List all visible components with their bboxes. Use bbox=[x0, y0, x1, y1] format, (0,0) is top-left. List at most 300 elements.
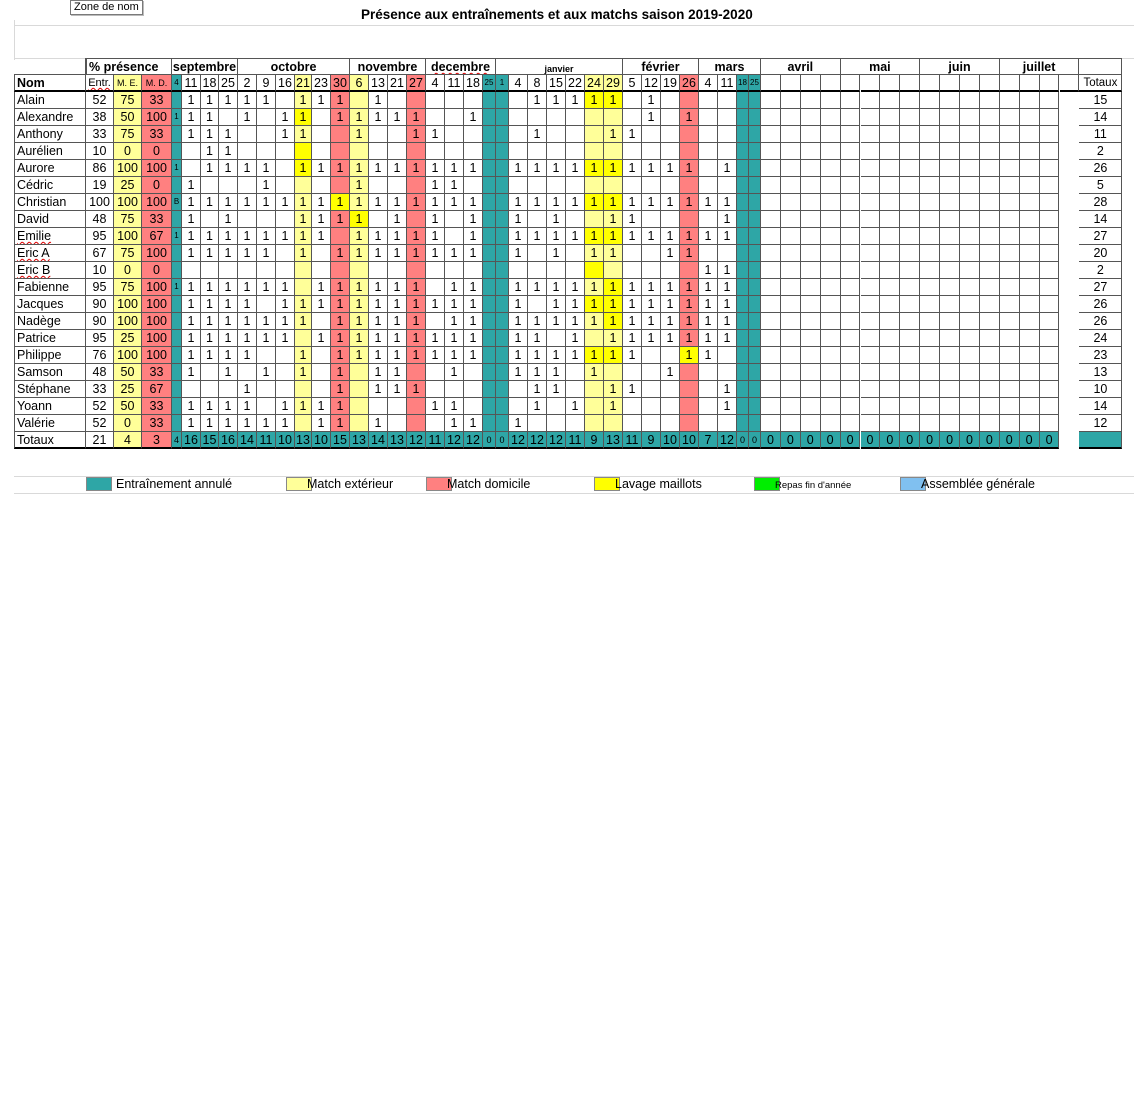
attendance-cell[interactable] bbox=[407, 143, 426, 160]
md-percent[interactable]: 0 bbox=[142, 262, 172, 279]
column-total[interactable]: 12 bbox=[528, 432, 547, 449]
attendance-cell[interactable] bbox=[509, 109, 528, 126]
attendance-cell[interactable] bbox=[980, 109, 1000, 126]
attendance-cell[interactable]: 1 bbox=[369, 160, 388, 177]
attendance-cell[interactable] bbox=[496, 262, 509, 279]
attendance-cell[interactable]: 1 bbox=[238, 160, 257, 177]
attendance-cell[interactable]: 1 bbox=[528, 160, 547, 177]
player-total[interactable]: 26 bbox=[1079, 296, 1122, 313]
attendance-cell[interactable] bbox=[821, 92, 841, 109]
attendance-cell[interactable] bbox=[801, 415, 821, 432]
attendance-cell[interactable] bbox=[960, 262, 980, 279]
attendance-cell[interactable]: 1 bbox=[623, 381, 642, 398]
attendance-cell[interactable] bbox=[699, 177, 718, 194]
player-name[interactable]: Emilie bbox=[14, 228, 86, 245]
attendance-cell[interactable] bbox=[483, 126, 496, 143]
attendance-cell[interactable]: 1 bbox=[528, 398, 547, 415]
column-total[interactable]: 14 bbox=[369, 432, 388, 449]
attendance-cell[interactable] bbox=[821, 347, 841, 364]
player-name[interactable]: Christian bbox=[14, 194, 86, 211]
attendance-cell[interactable]: 1 bbox=[604, 296, 623, 313]
attendance-cell[interactable] bbox=[661, 92, 680, 109]
attendance-cell[interactable]: 1 bbox=[585, 347, 604, 364]
attendance-cell[interactable]: 1 bbox=[172, 228, 182, 245]
attendance-cell[interactable]: 1 bbox=[201, 160, 219, 177]
attendance-cell[interactable] bbox=[880, 364, 900, 381]
player-name[interactable]: Fabienne bbox=[14, 279, 86, 296]
attendance-cell[interactable] bbox=[841, 92, 861, 109]
attendance-cell[interactable]: 1 bbox=[509, 364, 528, 381]
date-header[interactable] bbox=[861, 75, 881, 92]
column-total[interactable]: 0 bbox=[821, 432, 841, 449]
attendance-cell[interactable]: 1 bbox=[509, 347, 528, 364]
attendance-cell[interactable]: 1 bbox=[680, 228, 699, 245]
attendance-cell[interactable] bbox=[496, 109, 509, 126]
attendance-cell[interactable]: 1 bbox=[201, 313, 219, 330]
attendance-cell[interactable] bbox=[642, 381, 661, 398]
me-percent[interactable]: 75 bbox=[114, 211, 142, 228]
attendance-cell[interactable] bbox=[900, 177, 920, 194]
date-header[interactable]: 27 bbox=[407, 75, 426, 92]
attendance-cell[interactable] bbox=[496, 160, 509, 177]
attendance-cell[interactable]: 1 bbox=[623, 211, 642, 228]
attendance-cell[interactable] bbox=[940, 296, 960, 313]
attendance-cell[interactable] bbox=[566, 415, 585, 432]
attendance-cell[interactable]: 1 bbox=[331, 398, 350, 415]
attendance-cell[interactable] bbox=[172, 126, 182, 143]
attendance-cell[interactable] bbox=[737, 143, 749, 160]
column-total[interactable]: 13 bbox=[295, 432, 312, 449]
attendance-cell[interactable]: 1 bbox=[585, 194, 604, 211]
attendance-cell[interactable] bbox=[920, 364, 940, 381]
attendance-cell[interactable] bbox=[940, 262, 960, 279]
column-total[interactable]: 12 bbox=[547, 432, 566, 449]
attendance-cell[interactable] bbox=[940, 194, 960, 211]
me-percent[interactable]: 100 bbox=[114, 228, 142, 245]
attendance-cell[interactable] bbox=[980, 347, 1000, 364]
date-header[interactable]: 18 bbox=[737, 75, 749, 92]
attendance-cell[interactable]: 1 bbox=[369, 109, 388, 126]
attendance-cell[interactable]: 1 bbox=[201, 296, 219, 313]
attendance-cell[interactable]: 1 bbox=[509, 279, 528, 296]
entr-percent[interactable]: 33 bbox=[86, 381, 114, 398]
attendance-cell[interactable] bbox=[699, 126, 718, 143]
attendance-cell[interactable] bbox=[749, 364, 761, 381]
attendance-cell[interactable]: 1 bbox=[295, 398, 312, 415]
attendance-cell[interactable]: 1 bbox=[604, 330, 623, 347]
attendance-cell[interactable] bbox=[642, 347, 661, 364]
attendance-cell[interactable]: 1 bbox=[623, 279, 642, 296]
md-percent[interactable]: 33 bbox=[142, 211, 172, 228]
month-header[interactable]: septembre bbox=[172, 60, 237, 74]
attendance-cell[interactable]: 1 bbox=[388, 364, 407, 381]
attendance-cell[interactable]: 1 bbox=[201, 194, 219, 211]
me-percent[interactable]: 75 bbox=[114, 279, 142, 296]
attendance-cell[interactable] bbox=[841, 296, 861, 313]
attendance-cell[interactable] bbox=[407, 211, 426, 228]
attendance-cell[interactable]: 1 bbox=[718, 330, 737, 347]
attendance-cell[interactable] bbox=[238, 126, 257, 143]
attendance-cell[interactable]: 1 bbox=[238, 92, 257, 109]
attendance-cell[interactable]: 1 bbox=[331, 109, 350, 126]
attendance-cell[interactable] bbox=[1000, 296, 1020, 313]
attendance-cell[interactable]: 1 bbox=[257, 313, 276, 330]
attendance-cell[interactable] bbox=[861, 296, 881, 313]
attendance-cell[interactable] bbox=[821, 296, 841, 313]
attendance-cell[interactable]: B bbox=[172, 194, 182, 211]
attendance-cell[interactable]: 1 bbox=[661, 313, 680, 330]
player-total[interactable]: 23 bbox=[1079, 347, 1122, 364]
attendance-cell[interactable] bbox=[880, 347, 900, 364]
entr-percent[interactable]: 86 bbox=[86, 160, 114, 177]
attendance-cell[interactable] bbox=[1020, 245, 1040, 262]
attendance-cell[interactable] bbox=[642, 143, 661, 160]
attendance-cell[interactable] bbox=[623, 92, 642, 109]
md-total[interactable]: 3 bbox=[142, 432, 172, 449]
attendance-cell[interactable] bbox=[661, 177, 680, 194]
attendance-cell[interactable]: 1 bbox=[201, 143, 219, 160]
attendance-cell[interactable] bbox=[737, 262, 749, 279]
attendance-cell[interactable] bbox=[920, 143, 940, 160]
attendance-cell[interactable]: 1 bbox=[295, 296, 312, 313]
attendance-cell[interactable] bbox=[1040, 262, 1060, 279]
attendance-cell[interactable] bbox=[295, 177, 312, 194]
attendance-cell[interactable] bbox=[737, 92, 749, 109]
attendance-cell[interactable] bbox=[781, 160, 801, 177]
md-percent[interactable]: 33 bbox=[142, 126, 172, 143]
attendance-cell[interactable] bbox=[547, 177, 566, 194]
attendance-cell[interactable]: 1 bbox=[331, 245, 350, 262]
player-name[interactable]: Aurore bbox=[14, 160, 86, 177]
date-header[interactable]: 21 bbox=[388, 75, 407, 92]
attendance-cell[interactable] bbox=[761, 279, 781, 296]
attendance-cell[interactable] bbox=[483, 398, 496, 415]
attendance-cell[interactable] bbox=[276, 160, 295, 177]
attendance-cell[interactable] bbox=[749, 279, 761, 296]
attendance-cell[interactable] bbox=[388, 398, 407, 415]
attendance-cell[interactable] bbox=[642, 398, 661, 415]
date-header[interactable] bbox=[980, 75, 1000, 92]
attendance-cell[interactable] bbox=[960, 160, 980, 177]
attendance-cell[interactable] bbox=[369, 177, 388, 194]
attendance-cell[interactable]: 1 bbox=[257, 415, 276, 432]
attendance-cell[interactable] bbox=[1000, 245, 1020, 262]
attendance-cell[interactable]: 1 bbox=[201, 398, 219, 415]
attendance-cell[interactable] bbox=[781, 228, 801, 245]
attendance-cell[interactable] bbox=[960, 279, 980, 296]
attendance-cell[interactable] bbox=[661, 415, 680, 432]
attendance-cell[interactable] bbox=[920, 262, 940, 279]
attendance-cell[interactable] bbox=[980, 279, 1000, 296]
attendance-cell[interactable] bbox=[1020, 364, 1040, 381]
attendance-cell[interactable] bbox=[483, 381, 496, 398]
attendance-cell[interactable] bbox=[445, 228, 464, 245]
attendance-cell[interactable]: 1 bbox=[331, 415, 350, 432]
attendance-cell[interactable] bbox=[566, 245, 585, 262]
attendance-cell[interactable]: 1 bbox=[464, 194, 483, 211]
attendance-cell[interactable] bbox=[900, 160, 920, 177]
attendance-cell[interactable] bbox=[980, 126, 1000, 143]
header-blank-cell[interactable] bbox=[1079, 58, 1122, 75]
attendance-cell[interactable]: 1 bbox=[331, 92, 350, 109]
attendance-cell[interactable]: 1 bbox=[445, 160, 464, 177]
attendance-cell[interactable] bbox=[547, 126, 566, 143]
attendance-cell[interactable]: 1 bbox=[623, 194, 642, 211]
attendance-cell[interactable] bbox=[749, 398, 761, 415]
attendance-cell[interactable] bbox=[781, 194, 801, 211]
attendance-cell[interactable]: 1 bbox=[369, 364, 388, 381]
attendance-cell[interactable]: 1 bbox=[604, 194, 623, 211]
attendance-cell[interactable]: 1 bbox=[369, 194, 388, 211]
attendance-cell[interactable] bbox=[749, 330, 761, 347]
attendance-cell[interactable]: 1 bbox=[182, 347, 201, 364]
attendance-cell[interactable] bbox=[312, 381, 331, 398]
attendance-cell[interactable]: 1 bbox=[369, 381, 388, 398]
attendance-cell[interactable] bbox=[1040, 279, 1060, 296]
me-percent[interactable]: 0 bbox=[114, 415, 142, 432]
attendance-cell[interactable] bbox=[781, 245, 801, 262]
entr-percent[interactable]: 95 bbox=[86, 228, 114, 245]
attendance-cell[interactable] bbox=[920, 296, 940, 313]
attendance-cell[interactable] bbox=[940, 228, 960, 245]
attendance-cell[interactable] bbox=[880, 211, 900, 228]
attendance-cell[interactable]: 1 bbox=[547, 194, 566, 211]
attendance-cell[interactable] bbox=[547, 143, 566, 160]
attendance-cell[interactable]: 1 bbox=[585, 245, 604, 262]
attendance-cell[interactable] bbox=[331, 262, 350, 279]
attendance-cell[interactable]: 1 bbox=[407, 330, 426, 347]
md-percent[interactable]: 100 bbox=[142, 109, 172, 126]
attendance-cell[interactable] bbox=[749, 228, 761, 245]
attendance-cell[interactable] bbox=[680, 398, 699, 415]
attendance-cell[interactable]: 1 bbox=[388, 279, 407, 296]
date-header[interactable]: 11 bbox=[182, 75, 201, 92]
attendance-cell[interactable] bbox=[749, 313, 761, 330]
attendance-cell[interactable] bbox=[295, 143, 312, 160]
attendance-cell[interactable] bbox=[1040, 330, 1060, 347]
attendance-cell[interactable]: 1 bbox=[680, 279, 699, 296]
attendance-cell[interactable] bbox=[528, 109, 547, 126]
player-total[interactable]: 26 bbox=[1079, 160, 1122, 177]
attendance-cell[interactable] bbox=[960, 211, 980, 228]
attendance-cell[interactable] bbox=[483, 194, 496, 211]
attendance-cell[interactable] bbox=[781, 296, 801, 313]
attendance-cell[interactable] bbox=[1040, 126, 1060, 143]
attendance-cell[interactable] bbox=[737, 296, 749, 313]
attendance-cell[interactable]: 1 bbox=[699, 279, 718, 296]
attendance-cell[interactable]: 1 bbox=[623, 313, 642, 330]
attendance-cell[interactable]: 1 bbox=[566, 279, 585, 296]
attendance-cell[interactable]: 1 bbox=[257, 194, 276, 211]
attendance-cell[interactable] bbox=[880, 398, 900, 415]
attendance-cell[interactable] bbox=[761, 194, 781, 211]
attendance-cell[interactable] bbox=[940, 92, 960, 109]
entr-percent[interactable]: 90 bbox=[86, 313, 114, 330]
attendance-cell[interactable]: 1 bbox=[604, 313, 623, 330]
attendance-cell[interactable] bbox=[761, 92, 781, 109]
date-header[interactable]: 9 bbox=[257, 75, 276, 92]
attendance-cell[interactable]: 1 bbox=[407, 160, 426, 177]
attendance-cell[interactable] bbox=[861, 160, 881, 177]
attendance-cell[interactable]: 1 bbox=[369, 245, 388, 262]
attendance-cell[interactable] bbox=[1000, 313, 1020, 330]
attendance-cell[interactable]: 1 bbox=[201, 347, 219, 364]
attendance-cell[interactable] bbox=[388, 262, 407, 279]
me-header[interactable]: M. E. bbox=[114, 75, 142, 92]
month-header[interactable]: janvier bbox=[496, 58, 623, 75]
attendance-cell[interactable] bbox=[761, 245, 781, 262]
attendance-cell[interactable] bbox=[980, 296, 1000, 313]
attendance-cell[interactable] bbox=[761, 347, 781, 364]
attendance-cell[interactable] bbox=[980, 313, 1000, 330]
attendance-cell[interactable] bbox=[201, 262, 219, 279]
attendance-cell[interactable] bbox=[699, 211, 718, 228]
attendance-cell[interactable]: 1 bbox=[642, 109, 661, 126]
attendance-cell[interactable] bbox=[920, 194, 940, 211]
attendance-cell[interactable] bbox=[623, 262, 642, 279]
attendance-cell[interactable]: 1 bbox=[219, 211, 238, 228]
attendance-cell[interactable] bbox=[350, 381, 369, 398]
attendance-cell[interactable]: 1 bbox=[566, 398, 585, 415]
column-total[interactable]: 0 bbox=[749, 432, 761, 449]
attendance-cell[interactable] bbox=[761, 177, 781, 194]
attendance-cell[interactable] bbox=[219, 177, 238, 194]
attendance-cell[interactable]: 1 bbox=[680, 347, 699, 364]
entr-percent[interactable]: 67 bbox=[86, 245, 114, 262]
player-name[interactable]: Patrice bbox=[14, 330, 86, 347]
month-header[interactable]: decembre bbox=[426, 58, 496, 75]
column-total[interactable]: 0 bbox=[761, 432, 781, 449]
attendance-cell[interactable] bbox=[737, 177, 749, 194]
attendance-cell[interactable] bbox=[496, 347, 509, 364]
attendance-cell[interactable]: 1 bbox=[528, 126, 547, 143]
attendance-cell[interactable] bbox=[661, 347, 680, 364]
attendance-cell[interactable] bbox=[276, 245, 295, 262]
attendance-cell[interactable]: 1 bbox=[407, 381, 426, 398]
attendance-cell[interactable]: 1 bbox=[388, 381, 407, 398]
attendance-cell[interactable]: 1 bbox=[407, 245, 426, 262]
date-header[interactable]: 4 bbox=[509, 75, 528, 92]
attendance-cell[interactable] bbox=[821, 279, 841, 296]
attendance-cell[interactable] bbox=[1040, 245, 1060, 262]
attendance-cell[interactable]: 1 bbox=[276, 126, 295, 143]
attendance-cell[interactable] bbox=[1000, 143, 1020, 160]
attendance-cell[interactable] bbox=[749, 211, 761, 228]
player-name[interactable]: Yoann bbox=[14, 398, 86, 415]
entr-percent[interactable]: 95 bbox=[86, 330, 114, 347]
attendance-cell[interactable]: 1 bbox=[566, 160, 585, 177]
attendance-cell[interactable] bbox=[483, 262, 496, 279]
attendance-cell[interactable]: 1 bbox=[312, 92, 331, 109]
attendance-cell[interactable] bbox=[623, 398, 642, 415]
attendance-cell[interactable] bbox=[1000, 398, 1020, 415]
attendance-cell[interactable] bbox=[445, 143, 464, 160]
attendance-cell[interactable] bbox=[350, 92, 369, 109]
date-header[interactable]: 19 bbox=[661, 75, 680, 92]
attendance-cell[interactable]: 1 bbox=[547, 364, 566, 381]
attendance-cell[interactable]: 1 bbox=[509, 330, 528, 347]
attendance-cell[interactable] bbox=[585, 177, 604, 194]
attendance-cell[interactable]: 1 bbox=[312, 211, 331, 228]
md-percent[interactable]: 100 bbox=[142, 313, 172, 330]
attendance-cell[interactable]: 1 bbox=[312, 194, 331, 211]
attendance-cell[interactable]: 1 bbox=[350, 160, 369, 177]
attendance-cell[interactable] bbox=[699, 245, 718, 262]
attendance-cell[interactable]: 1 bbox=[464, 279, 483, 296]
attendance-cell[interactable] bbox=[699, 160, 718, 177]
date-header[interactable] bbox=[781, 75, 801, 92]
totals-row-label[interactable]: Totaux bbox=[14, 432, 86, 449]
attendance-cell[interactable]: 1 bbox=[528, 228, 547, 245]
attendance-cell[interactable] bbox=[464, 262, 483, 279]
attendance-cell[interactable] bbox=[980, 92, 1000, 109]
date-header[interactable]: 5 bbox=[623, 75, 642, 92]
attendance-cell[interactable] bbox=[737, 330, 749, 347]
attendance-cell[interactable]: 1 bbox=[680, 194, 699, 211]
attendance-cell[interactable] bbox=[737, 279, 749, 296]
attendance-cell[interactable] bbox=[821, 313, 841, 330]
attendance-cell[interactable] bbox=[761, 398, 781, 415]
attendance-cell[interactable] bbox=[801, 262, 821, 279]
attendance-cell[interactable] bbox=[841, 364, 861, 381]
attendance-cell[interactable] bbox=[781, 330, 801, 347]
attendance-cell[interactable] bbox=[623, 109, 642, 126]
me-percent[interactable]: 100 bbox=[114, 194, 142, 211]
attendance-cell[interactable] bbox=[172, 245, 182, 262]
column-total[interactable]: 13 bbox=[604, 432, 623, 449]
md-percent[interactable]: 100 bbox=[142, 296, 172, 313]
attendance-cell[interactable] bbox=[699, 398, 718, 415]
attendance-cell[interactable] bbox=[445, 126, 464, 143]
attendance-cell[interactable]: 1 bbox=[219, 398, 238, 415]
attendance-cell[interactable] bbox=[426, 262, 445, 279]
attendance-cell[interactable] bbox=[960, 143, 980, 160]
attendance-cell[interactable] bbox=[1020, 296, 1040, 313]
column-total[interactable]: 16 bbox=[182, 432, 201, 449]
attendance-cell[interactable] bbox=[761, 313, 781, 330]
column-total[interactable]: 0 bbox=[483, 432, 496, 449]
attendance-cell[interactable] bbox=[761, 126, 781, 143]
entr-percent[interactable]: 38 bbox=[86, 109, 114, 126]
attendance-cell[interactable] bbox=[960, 245, 980, 262]
attendance-cell[interactable] bbox=[737, 211, 749, 228]
attendance-cell[interactable]: 1 bbox=[642, 228, 661, 245]
attendance-cell[interactable] bbox=[388, 177, 407, 194]
attendance-cell[interactable] bbox=[680, 92, 699, 109]
attendance-cell[interactable] bbox=[276, 381, 295, 398]
attendance-cell[interactable] bbox=[880, 279, 900, 296]
attendance-cell[interactable] bbox=[1040, 109, 1060, 126]
attendance-cell[interactable]: 1 bbox=[528, 92, 547, 109]
attendance-cell[interactable] bbox=[781, 262, 801, 279]
attendance-cell[interactable] bbox=[426, 279, 445, 296]
attendance-cell[interactable] bbox=[861, 109, 881, 126]
attendance-cell[interactable] bbox=[312, 126, 331, 143]
attendance-cell[interactable] bbox=[238, 143, 257, 160]
attendance-cell[interactable]: 1 bbox=[219, 194, 238, 211]
attendance-cell[interactable]: 1 bbox=[547, 160, 566, 177]
attendance-cell[interactable]: 1 bbox=[295, 313, 312, 330]
player-name[interactable]: Cédric bbox=[14, 177, 86, 194]
attendance-cell[interactable] bbox=[257, 347, 276, 364]
attendance-cell[interactable]: 1 bbox=[295, 126, 312, 143]
attendance-cell[interactable] bbox=[483, 313, 496, 330]
attendance-cell[interactable] bbox=[781, 415, 801, 432]
date-header[interactable] bbox=[841, 75, 861, 92]
attendance-cell[interactable] bbox=[312, 177, 331, 194]
attendance-cell[interactable] bbox=[426, 313, 445, 330]
attendance-cell[interactable] bbox=[1040, 211, 1060, 228]
